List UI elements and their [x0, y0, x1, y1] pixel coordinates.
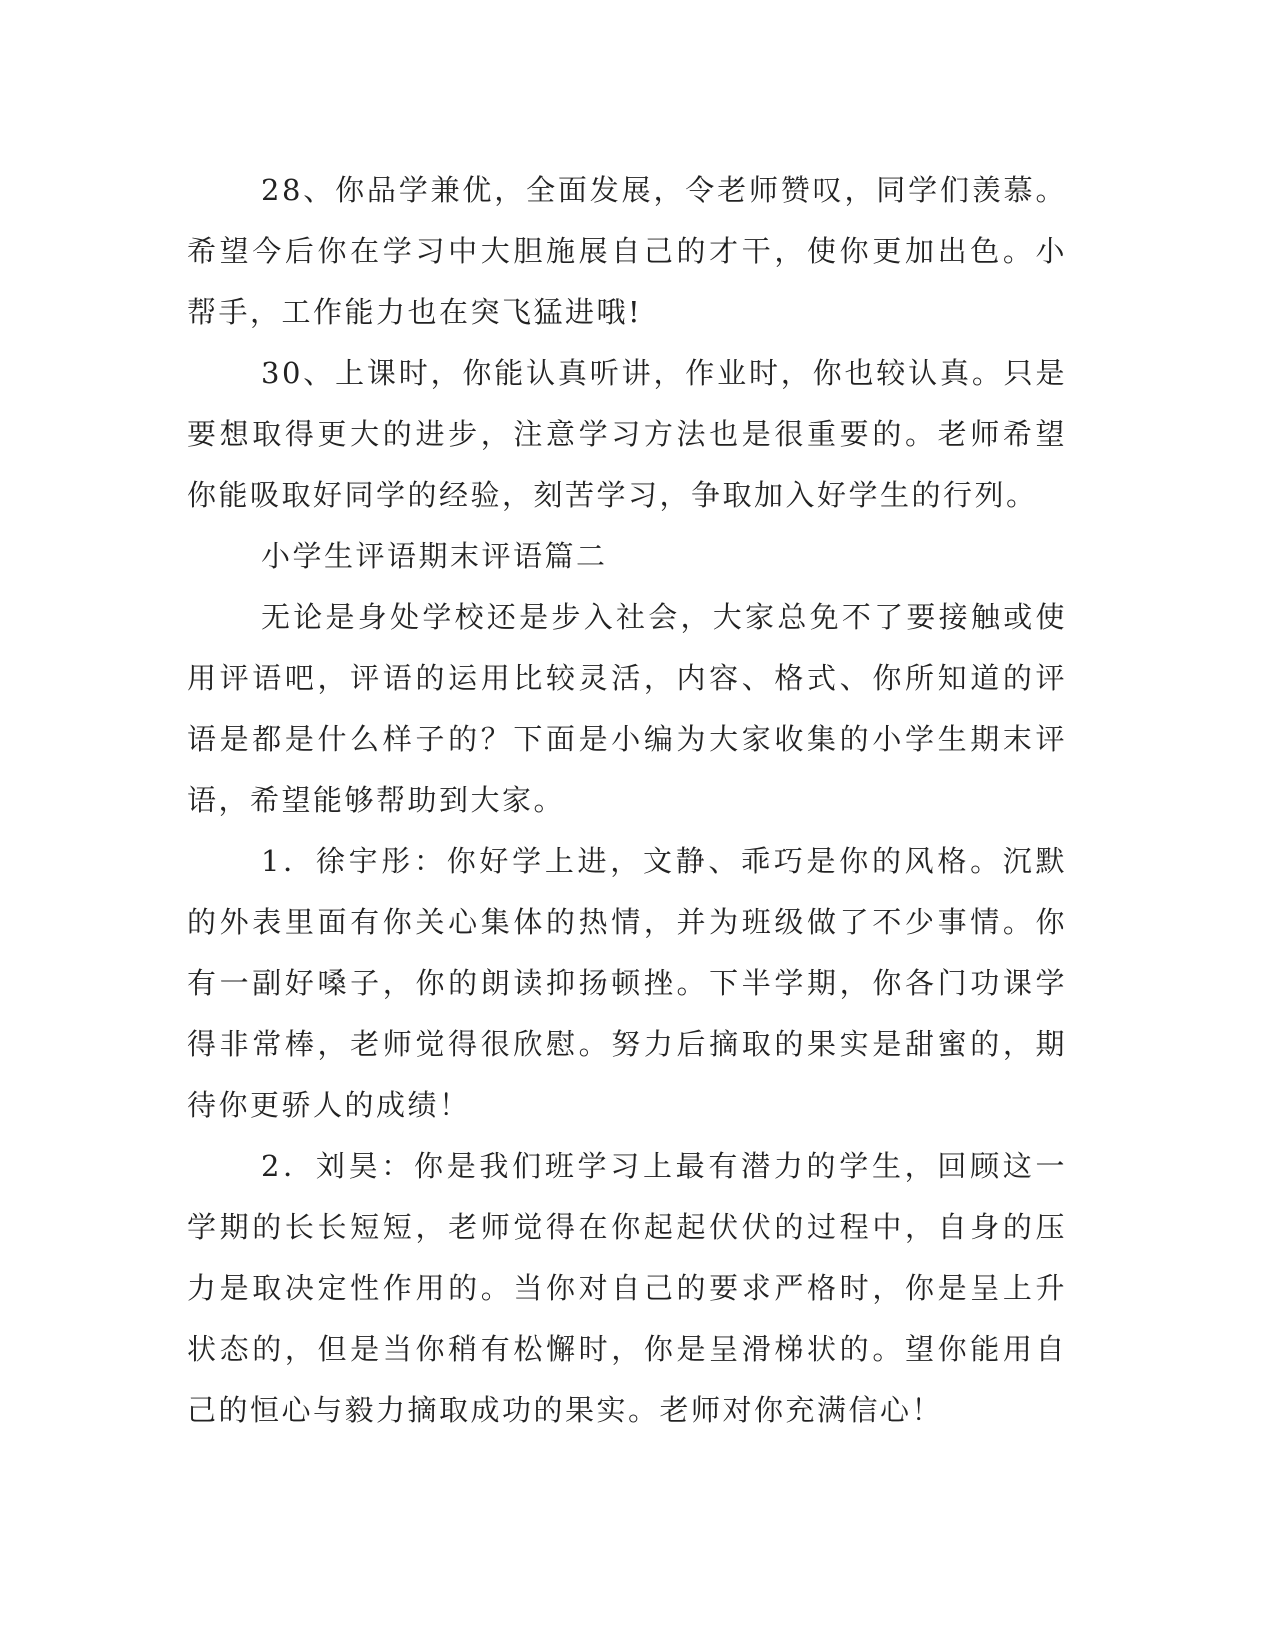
paragraph-comment-28: 28、你品学兼优，全面发展，令老师赞叹，同学们羡慕。希望今后你在学习中大胆施展自己的才干，使你更加出色。小帮手，工作能力也在突飞猛进哦! — [187, 173, 1067, 329]
document-body — [187, 160, 1067, 1441]
paragraph-comment-1: 1．徐宇彤：你好学上进，文静、乖巧是你的风格。沉默的外表里面有你关心集体的热情，并为班级做了不少事情。你有一副好嗓子，你的朗读抑扬顿挫。下半学期，你各门功课学得非常棒，老师觉得很欣慰。努力后摘取的果实是甜蜜的，期待你更骄人的成绩！ — [187, 844, 1067, 1122]
section-heading: 小学生评语期末评语篇二 — [261, 539, 608, 573]
paragraph-intro: 无论是身处学校还是步入社会，大家总免不了要接触或使用评语吧，评语的运用比较灵活，内容、格式、你所知道的评语是都是什么样子的？下面是小编为大家收集的小学生期末评语，希望能够帮助到大家。 — [187, 600, 1067, 817]
paragraph-comment-30: 30、上课时，你能认真听讲，作业时，你也较认真。只是要想取得更大的进步，注意学习方法也是很重要的。老师希望你能吸取好同学的经验，刻苦学习，争取加入好学生的行列。 — [187, 356, 1067, 512]
paragraph-comment-2: 2．刘昊：你是我们班学习上最有潜力的学生，回顾这一学期的长长短短，老师觉得在你起起伏伏的过程中，自身的压力是取决定性作用的。当你对自己的要求严格时，你是呈上升状态的，但是当你稍有松懈时，你是呈滑梯状的。望你能用自己的恒心与毅力摘取成功的果实。老师对你充满信心！ — [187, 1149, 1067, 1427]
